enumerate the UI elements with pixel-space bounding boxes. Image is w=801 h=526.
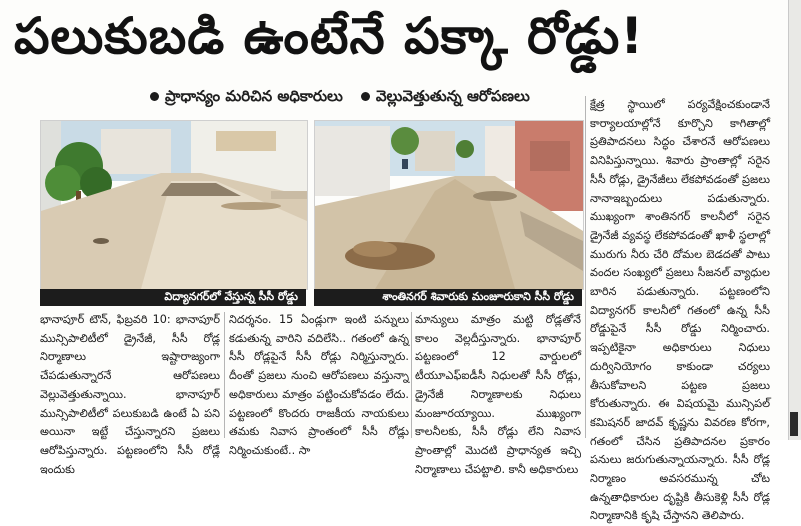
photo-caption-2: శాంతినగర్ శివారుకు మంజూరుకాని సీసీ రోడ్డు [314, 289, 582, 306]
headline: పలుకుబడి ఉంటేనే పక్కా రోడ్డు! [14, 6, 645, 65]
subhead-item-1 [150, 87, 343, 109]
bullet-icon [361, 92, 370, 101]
column-divider [224, 312, 225, 438]
column-divider [585, 96, 586, 438]
bullet-icon [150, 92, 159, 101]
article-column-4: క్షేత్ర స్థాయిలో పర్యవేక్షించకుండానే కార్యాలయాల్లోనే కూర్చొని కాగితాల్లో ప్రతిపాదనలు సిద్ధం చేశారనే ఆరోపణలు వినిపిస్తున్నాయి. శివారు ప్రాంతాల్లో సరైన సీసీ రోడ్లు, డ్రైనేజీలు లేకపోవడంతో ప్రజలు నానాఇబ్బందులు పడుతున్నారు. ముఖ్యంగా శాంతినగర్ కాలనీలో సరైన డ్రైనేజీ వ్యవస్థ లేకపోవడంతో ఖాళీ స్థలాల్లో మురుగు నీరు చేరి దోమల బెడదతో పాటు వందల సంఖ్యలో ప్రజలు సీజనల్ వ్యాధుల బారిన పడుతున్నారు. పట్టణంలోని విద్యానగర్ కాలనీలో గతంలో ఉన్న సీసీ రోడ్డుపైనే సీసీ రోడ్డు నిర్మించారు. ఇప్పటికైనా అధికారులు నిధులు దుర్వినియోగం కాకుండా చర్యలు తీసుకోవాలని పట్టణ ప్రజలు కోరుతున్నారు. ఈ విషయమై మున్సిపల్ కమిషనర్ జాదవ్ కృష్ణను వివరణ కోరగా, గతంలో చేసిన ప్రతిపాదనల ప్రకారం పనులు జరుగుతున్నాయన్నారు. సీసీ రోడ్ల నిర్మాణం అవసరమున్న చోట ఉన్నతాధికారుల దృష్టికి తీసుకెళ్లి సీసీ రోడ్ల నిర్మాణానికి కృషి చేస్తానని తెలిపారు. [590, 98, 770, 523]
photo-caption-1: విద్యానగర్‌లో వేస్తున్న సీసీ రోడ్డు [40, 289, 306, 306]
adjacent-text-fragment [790, 412, 798, 436]
photo-vidyanagar-road [40, 120, 308, 290]
subhead-text-1: ప్రాధాన్యం మరిచిన అధికారులు [165, 87, 343, 105]
subheadline-bar [150, 88, 530, 108]
adjacent-page-edge [788, 0, 801, 440]
article-column-1: భానాపూర్ టౌన్, ఫిబ్రవరి 10: భానాపూర్ మున్సిపాలిటీలో డ్రైనేజీ, సీసీ రోడ్ల నిర్మాణాలు ఇష్టారాజ్యంగా చేపడుతున్నారనే ఆరోపణలు వెల్లువెత్తుతున్నాయి. భానాపూర్ మున్సిపాలిటీలో పలుకుబడి ఉంటే ఏ పని అయినా ఇట్టే చేస్తున్నారని ప్రజలు ఆరోపిస్తున్నారు. పట్టణంలోని సీసీ రోడ్లే ఇందుకు [40, 313, 220, 476]
photo-shantinagar-road [314, 120, 584, 290]
subhead-text-2: వెల్లువెత్తుతున్న ఆరోపణలు [375, 87, 530, 105]
column-divider [411, 312, 412, 438]
article-column-2: నిదర్శనం. 15 ఏండ్లుగా ఇంటి పన్నులు కడుతున్న వారిని వదిలేసి.. గతంలో ఉన్న సీసీ రోడ్లపైనే సీసీ రోడ్లు నిర్మిస్తున్నారు. దీంతో ప్రజలు నుంచి ఆరోపణలు వస్తున్నా అధికారులు మాత్రం పట్టించుకోవడం లేదు. పట్టణంలో కొందరు రాజకీయ నాయకులు తమకు నివాస ప్రాంతంలో సీసీ రోడ్లు నిర్మించుకుంటే.. సా [229, 313, 409, 457]
subhead-item-2 [361, 87, 530, 109]
article-column-3: మాన్యులు మాత్రం మట్టి రోడ్లతోనే కాలం వెల్లదీస్తున్నారు. భానాపూర్ పట్టణంలో 12 వార్డులలో టీయూఎఫ్ఐడీసీ నిధులతో సీసీ రోడ్లు, డ్రైనేజీ నిర్మాణాలకు నిధులు మంజూరయ్యాయి. ముఖ్యంగా కాలనీలకు, సీసీ రోడ్లు లేని నివాస ప్రాంతాల్లో మొదటి ప్రాధాన్యత ఇచ్చి నిర్మాణాలు చేపట్టాలి. కానీ అధికారులు [415, 313, 581, 476]
